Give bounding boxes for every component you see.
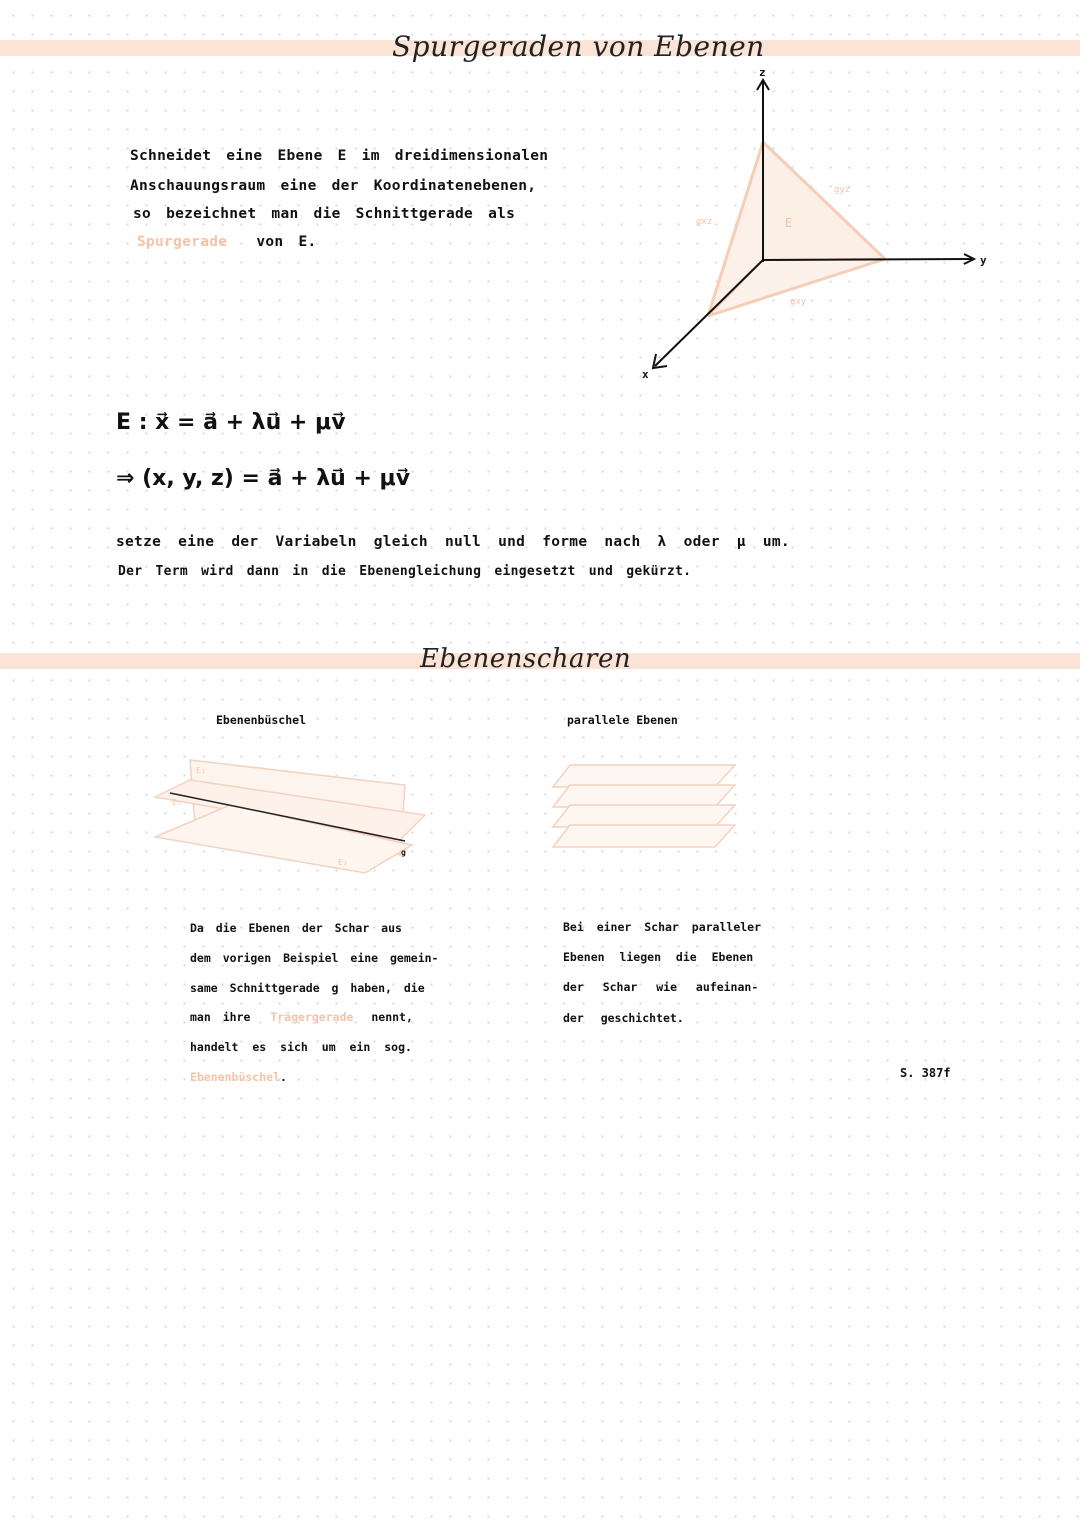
right-text-line-1: Bei einer Schar paralleler [563,920,762,934]
left-text-line-5: handelt es sich um ein sog. [190,1040,412,1054]
trace-label-xy: gxy [790,297,807,307]
term-spurgerade: Spurgerade [137,234,228,250]
line-label-g: g [401,848,406,857]
plane-label-e: E [785,216,793,230]
right-text-line-2: Ebenen liegen die Ebenen [563,950,754,964]
left-text-line-4 [190,1010,413,1024]
heading-parallele-ebenen: parallele Ebenen [567,713,678,727]
left-text-line-1: Da die Ebenen der Schar aus [190,921,402,935]
right-text-line-3: der Schar wie aufeinan- [563,980,759,994]
right-text-line-4: der geschichtet. [563,1011,684,1025]
parallel-plane-3 [553,805,735,827]
left-text-line-6 [190,1070,287,1084]
instruction-line-2: Der Term wird dann in die Ebenengleichung eingesetzt und gekürzt. [118,564,692,579]
term-ebenenbuschel: Ebenenbüschel [190,1070,281,1084]
z-axis-label: z [759,66,766,79]
page-reference: S. 387f [900,1066,951,1080]
left-text-line-2: dem vorigen Beispiel eine gemein- [190,951,439,965]
definition-line-3: so bezeichnet man die Schnittgerade als [133,206,516,222]
ebenenbuschel-diagram [150,745,450,885]
definition-line-1: Schneidet eine Ebene E im dreidimensionalen [130,148,549,164]
coordinate-system-diagram [0,0,1080,420]
parallele-ebenen-diagram [545,755,765,865]
left-text-line-4-end: nennt, [371,1010,413,1024]
y-axis [763,259,972,260]
left-text-line-3: same Schnittgerade g haben, die [190,981,425,995]
left-text-line-4-start: man ihre [190,1010,251,1024]
plane-label-2: E₂ [172,798,182,807]
plane-label-3: E₃ [338,858,348,867]
trace-label-yz: gyz [834,185,851,195]
term-tragergerade: Trägergerade [270,1010,354,1024]
section-title-ebenenscharen: Ebenenscharen [420,644,632,674]
y-axis-label: y [980,254,987,267]
section-title-spurgeraden: Spurgeraden von Ebenen [392,30,765,63]
x-axis-label: x [642,368,649,381]
parallel-plane-2 [553,785,735,807]
plane-equation-coordinates: ⇒ (x, y, z) = a⃗ + λu⃗ + μv⃗ [116,466,411,491]
plane-equation: E : x⃗ = a⃗ + λu⃗ + μv⃗ [116,410,346,435]
x-axis [655,260,763,366]
heading-ebenenbuschel: Ebenenbüschel [216,713,307,727]
left-text-line-6-end: . [280,1070,287,1084]
trace-label-xz: gxz [696,217,713,227]
definition-line-2: Anschauungsraum eine der Koordinatenebenen, [130,178,537,194]
instruction-line-1: setze eine der Variabeln gleich null und forme nach λ oder μ um. [116,534,790,550]
parallel-plane-1 [553,765,735,787]
plane-label-1: E₁ [196,766,206,775]
definition-line-4-rest: von E. [256,234,317,250]
parallel-plane-4 [553,825,735,847]
